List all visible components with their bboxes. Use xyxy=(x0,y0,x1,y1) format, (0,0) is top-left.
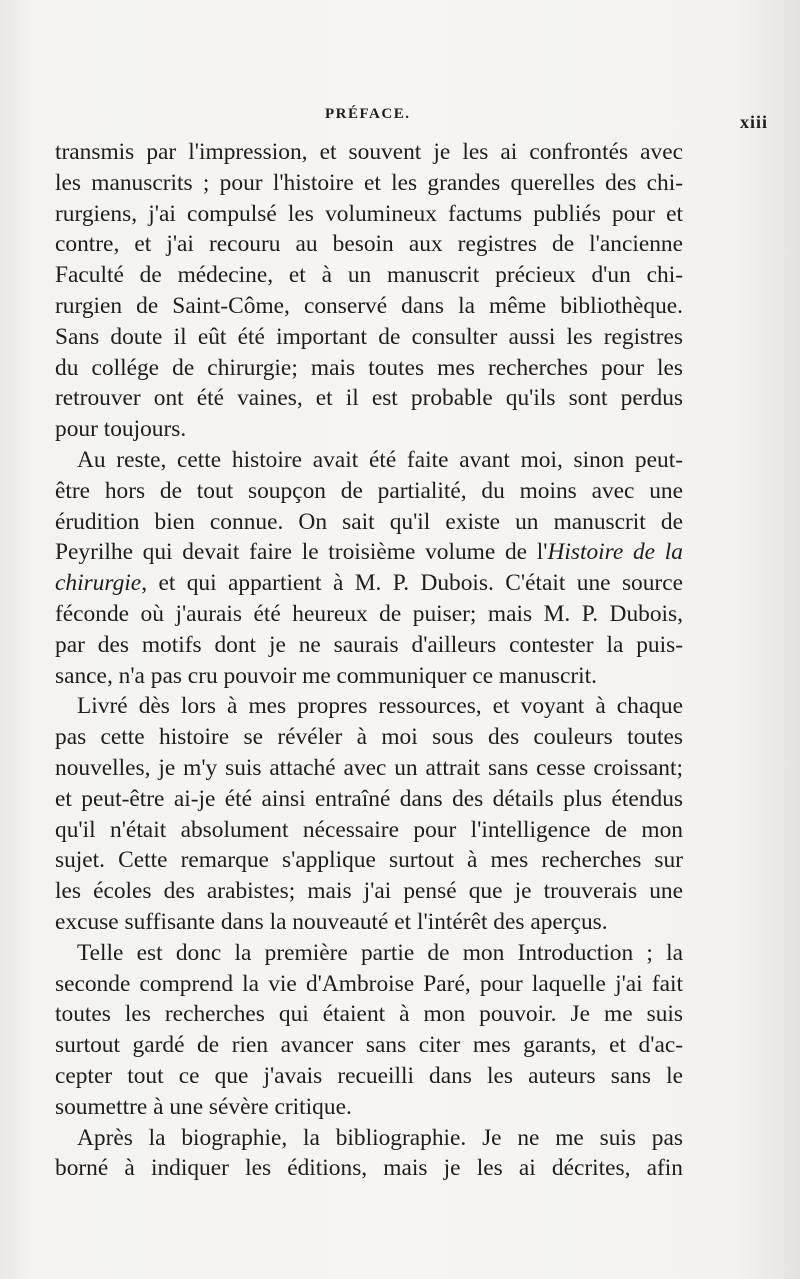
text-line xyxy=(55,599,683,630)
body-text xyxy=(55,137,683,1184)
text-line xyxy=(55,876,683,907)
line-text: pas cette histoire se révéler à moi sous des couleurs toutes xyxy=(55,724,683,751)
line-text: excuse suffisante dans la nouveauté et l'intérêt des aperçus. xyxy=(55,908,608,935)
line-text: surtout gardé de rien avancer sans citer mes garants, et d'ac- xyxy=(55,1032,683,1059)
line-text: soumettre à une sévère critique. xyxy=(55,1093,352,1120)
line-text: sujet. Cette remarque s'applique surtout à mes recherches sur xyxy=(55,847,683,874)
line-text: sance, n'a pas cru pouvoir me communiquer ce manuscrit. xyxy=(55,662,598,689)
line-text: Faculté de médecine, et à un manuscrit précieux d'un chi- xyxy=(55,262,683,289)
text-line xyxy=(55,353,683,384)
text-line xyxy=(55,1061,683,1092)
text-line xyxy=(55,907,683,938)
line-text: borné à indiquer les éditions, mais je les ai décrites, afin xyxy=(55,1155,683,1182)
line-text: être hors de tout soupçon de partialité, du moins avec une xyxy=(55,477,683,504)
text-line xyxy=(55,199,683,230)
line-text: pour toujours. xyxy=(55,416,187,443)
text-line xyxy=(55,969,683,1000)
line-text: les écoles des arabistes; mais j'ai pensé que je trouverais une xyxy=(55,878,683,905)
line-text: cepter tout ce que j'avais recueilli dans les auteurs sans le xyxy=(55,1062,683,1089)
line-text: transmis par l'impression, et souvent je les ai confrontés avec xyxy=(55,139,683,165)
text-line xyxy=(55,999,683,1030)
text-line xyxy=(55,383,683,414)
line-text: érudition bien connue. On sait qu'il existe un manuscrit de xyxy=(55,508,683,535)
text-line xyxy=(55,1123,683,1154)
text-line xyxy=(55,630,683,661)
line-text: Livré dès lors à mes propres ressources, et voyant à chaque xyxy=(77,693,683,720)
line-text: Au reste, cette histoire avait été faite avant moi, sinon peut- xyxy=(77,446,683,473)
text-line xyxy=(55,291,683,322)
text-line xyxy=(55,507,683,538)
line-text: nouvelles, je m'y suis attaché avec un attrait sans cesse croissant; xyxy=(55,754,683,781)
text-line xyxy=(55,414,683,445)
italic-title: Histoire de la xyxy=(547,539,683,566)
line-text: rurgien de Saint-Côme, conservé dans la même bibliothèque. xyxy=(55,292,683,319)
line-text: qu'il n'était absolument nécessaire pour l'intelligence de mon xyxy=(55,816,683,843)
text-line xyxy=(55,722,683,753)
line-text: par des motifs dont je ne saurais d'ailleurs contester la puis- xyxy=(55,631,683,658)
text-line xyxy=(55,322,683,353)
line-text: Telle est donc la première partie de mon Introduction ; la xyxy=(77,939,683,966)
page-header xyxy=(0,106,800,136)
line-text: toutes les recherches qui étaient à mon pouvoir. Je me suis xyxy=(55,1001,683,1028)
italic-title: chirurgie xyxy=(55,570,142,597)
line-text: retrouver ont été vaines, et il est probable qu'ils sont perdus xyxy=(55,385,683,412)
line-text: les manuscrits ; pour l'histoire et les grandes querelles des chi- xyxy=(55,169,683,196)
text-line xyxy=(55,1030,683,1061)
text-line xyxy=(55,537,683,568)
text-line xyxy=(55,784,683,815)
text-line xyxy=(55,445,683,476)
line-text: contre, et j'ai recouru au besoin aux registres de l'ancienne xyxy=(55,231,683,258)
text-line xyxy=(55,260,683,291)
line-text: seconde comprend la vie d'Ambroise Paré, pour laquelle j'ai fait xyxy=(55,970,683,997)
line-text: rurgiens, j'ai compulsé les volumineux factums publiés pour et xyxy=(55,200,683,227)
page-number: xiii xyxy=(740,112,769,132)
text-line xyxy=(55,168,683,199)
line-text: et peut-être ai-je été ainsi entraîné dans des détails plus étendus xyxy=(55,785,683,812)
text-line xyxy=(55,691,683,722)
text-line xyxy=(55,661,683,692)
text-line xyxy=(55,845,683,876)
line-text: , et qui appartient à M. P. Dubois. C'était une source xyxy=(141,570,683,597)
text-line xyxy=(55,137,683,168)
line-text: du collége de chirurgie; mais toutes mes recherches pour les xyxy=(55,354,683,381)
text-line xyxy=(55,1153,683,1184)
text-line xyxy=(55,568,683,599)
text-line xyxy=(55,815,683,846)
text-line xyxy=(55,753,683,784)
text-line xyxy=(55,229,683,260)
line-text: féconde où j'aurais été heureux de puiser; mais M. P. Dubois, xyxy=(55,600,683,627)
running-head: PRÉFACE. xyxy=(325,106,411,122)
line-text: Sans doute il eût été important de consulter aussi les registres xyxy=(55,323,683,350)
line-text: Après la biographie, la bibliographie. Je ne me suis pas xyxy=(77,1124,683,1151)
line-text: Peyrilhe qui devait faire le troisième volume de l' xyxy=(55,539,548,566)
text-line xyxy=(55,1092,683,1123)
text-line xyxy=(55,938,683,969)
text-line xyxy=(55,476,683,507)
